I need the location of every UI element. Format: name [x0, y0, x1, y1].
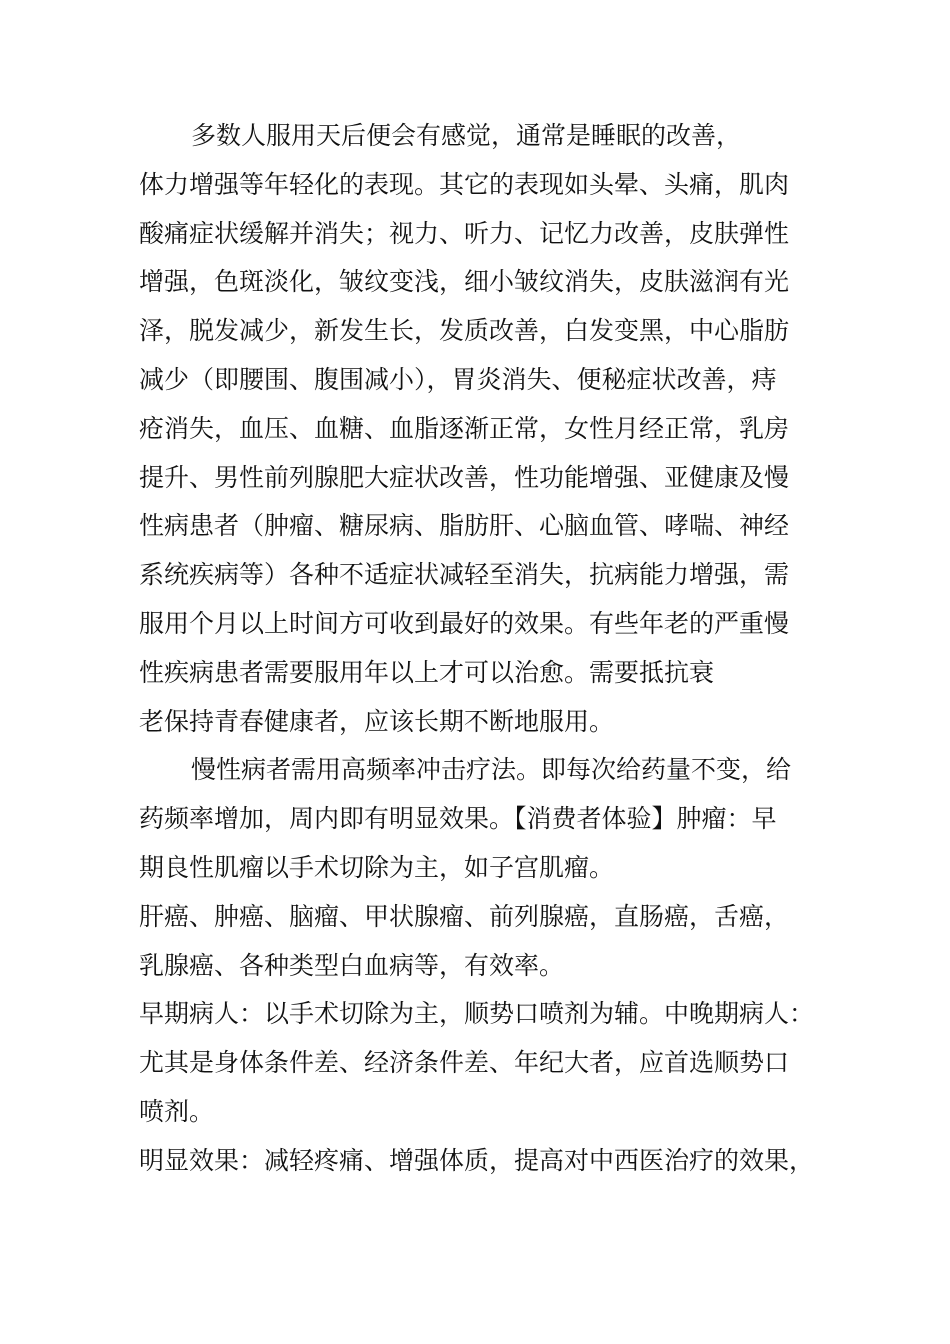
text-line: 性病患者（肿瘤、糖尿病、脂肪肝、心脑血管、哮喘、神经 — [139, 511, 790, 541]
text-line: 增强，色斑淡化，皱纹变浅，细小皱纹消失，皮肤滋润有光 — [139, 267, 790, 297]
text-line: 尤其是身体条件差、经济条件差、年纪大者，应首选顺势口 — [139, 1048, 790, 1078]
text-line: 乳腺癌、各种类型白血病等，有效率。 — [139, 950, 565, 980]
text-line: 性疾病患者需要服用年以上才可以治愈。需要抵抗衰 — [139, 657, 715, 687]
text-line: 提升、男性前列腺肥大症状改善，性功能增强、亚健康及慢 — [139, 462, 790, 492]
text-line: 老保持青春健康者，应该长期不断地服用。 — [139, 706, 615, 736]
text-line: 系统疾病等）各种不适症状减轻至消失，抗病能力增强，需 — [139, 560, 790, 590]
text-line: 体力增强等年轻化的表现。其它的表现如头晕、头痛，肌肉 — [139, 169, 790, 199]
text-line: 早期病人：以手术切除为主，顺势口喷剂为辅。中晚期病人： — [139, 999, 815, 1029]
text-line: 泽，脱发减少，新发生长，发质改善，白发变黑，中心脂肪 — [139, 316, 790, 346]
text-line: 减少（即腰围、腹围减小），胃炎消失、便秘症状改善，痔 — [139, 364, 777, 394]
text-line: 药频率增加，周内即有明显效果。【消费者体验】肿瘤：早 — [139, 804, 777, 834]
text-line: 服用个月以上时间方可收到最好的效果。有些年老的严重慢 — [139, 608, 790, 638]
text-line: 肝癌、肿癌、脑瘤、甲状腺瘤、前列腺癌，直肠癌，舌癌， — [139, 901, 790, 931]
text-line: 慢性病者需用高频率冲击疗法。即每次给药量不变，给 — [191, 755, 792, 785]
text-line: 疮消失，血压、血糖、血脂逐渐正常，女性月经正常，乳房 — [139, 413, 790, 443]
text-line: 多数人服用天后便会有感觉，通常是睡眠的改善， — [191, 121, 742, 150]
text-line: 期良性肌瘤以手术切除为主，如子宫肌瘤。 — [139, 852, 615, 882]
text-line: 喷剂。 — [139, 1096, 215, 1126]
body-text — [139, 112, 829, 1186]
text-line: 明显效果：减轻疼痛、增强体质，提高对中西医治疗的效果， — [139, 1145, 815, 1175]
text-line: 酸痛症状缓解并消失；视力、听力、记忆力改善，皮肤弹性 — [139, 218, 790, 248]
